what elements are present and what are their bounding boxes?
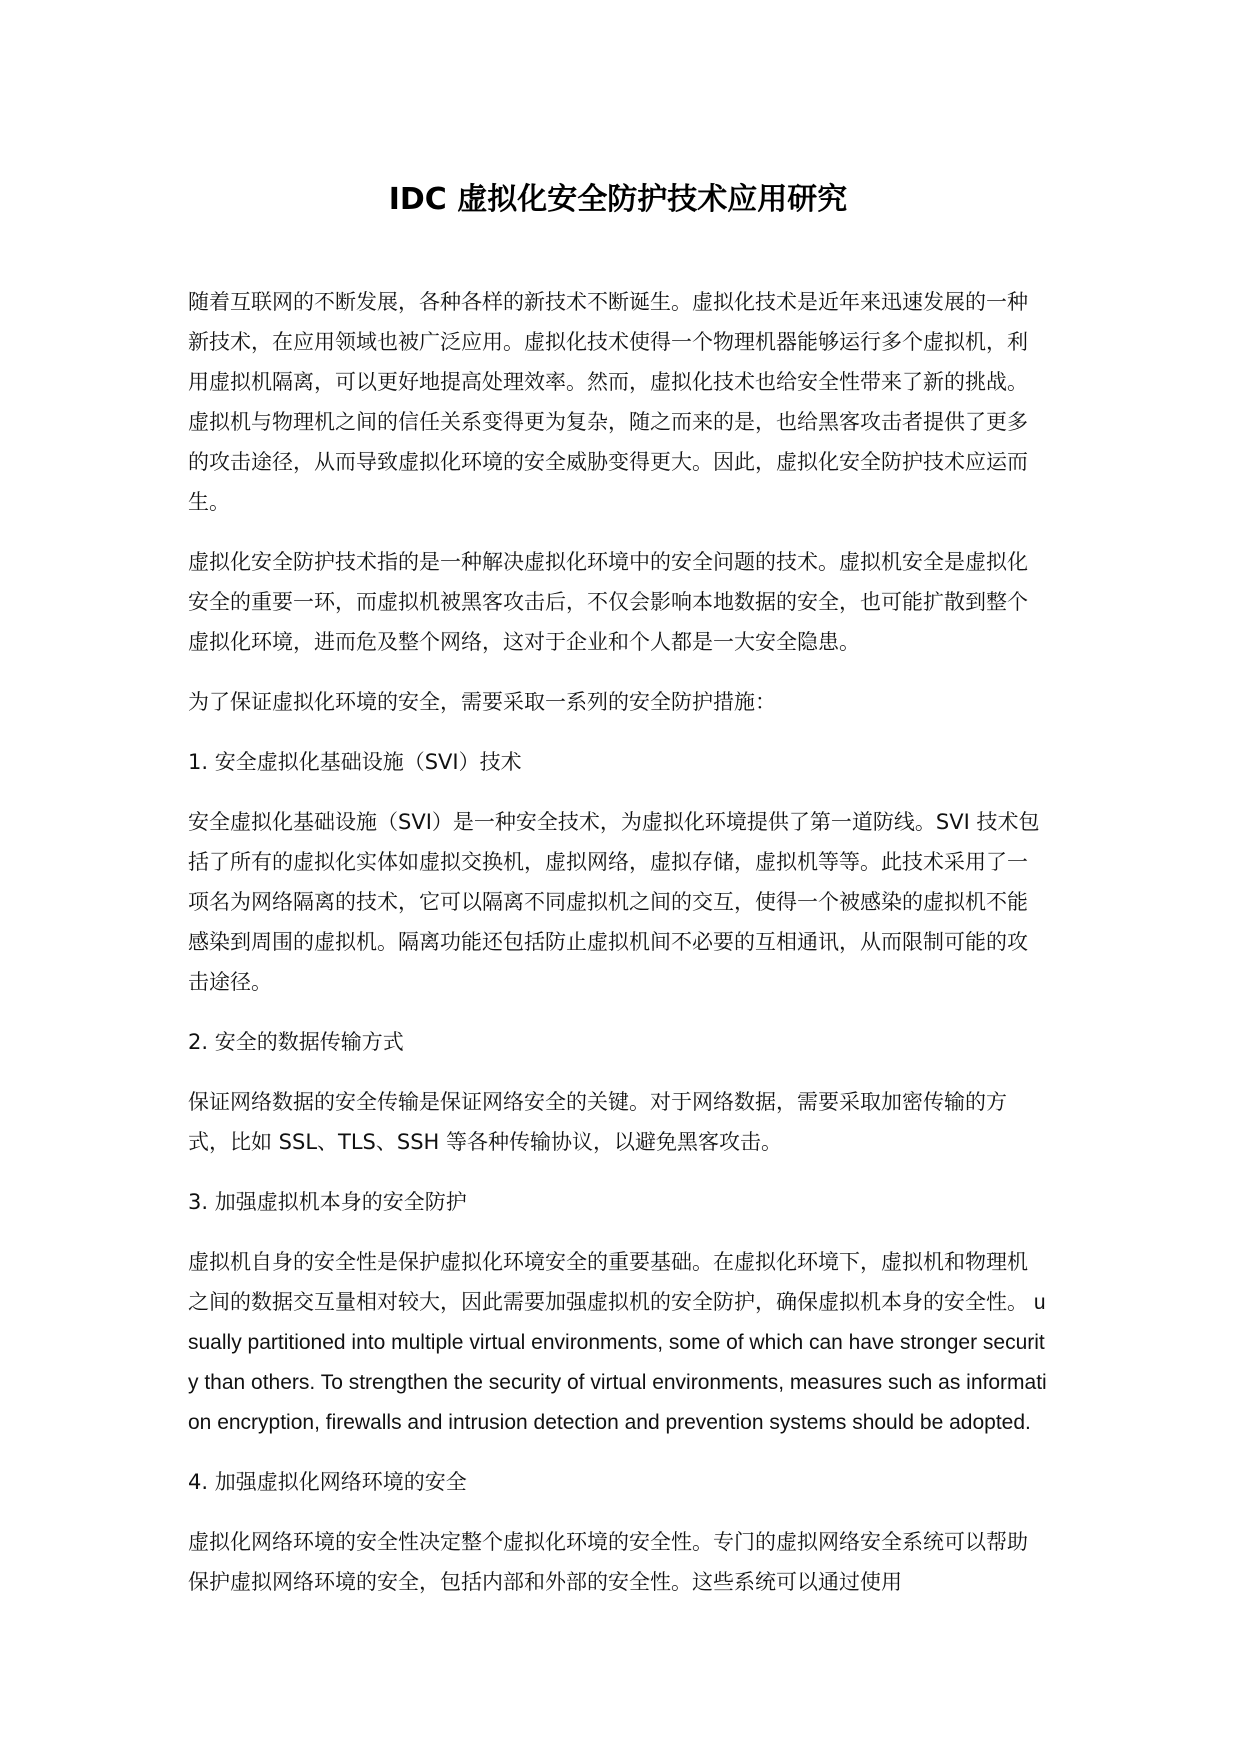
paragraph-definition: 虚拟化安全防护技术指的是一种解决虚拟化环境中的安全问题的技术。虚拟机安全是虚拟化安全的重要一环，而虚拟机被黑客攻击后，不仅会影响本地数据的安全，也可能扩散到整个虚拟化环境，进而危及整个网络，这对于企业和个人都是一大安全隐患。 [188,550,1028,654]
paragraph-vm-protection-english: usually partitioned into multiple virtual environments, some of which can have stronger security than others. To strengthen the security of virtual environments, measures such as information encryption, firewalls and intrusion detection and prevention systems should be adopted. [188,1291,1047,1434]
paragraph-vm-protection [188,1242,1048,1442]
document-content [188,178,1048,1622]
paragraph-intro: 随着互联网的不断发展，各种各样的新技术不断诞生。虚拟化技术是近年来迅速发展的一种新技术，在应用领域也被广泛应用。虚拟化技术使得一个物理机器能够运行多个虚拟机，利用虚拟机隔离，可以更好地提高处理效率。然而，虚拟化技术也给安全性带来了新的挑战。虚拟机与物理机之间的信任关系变得更为复杂，随之而来的是，也给黑客攻击者提供了更多的攻击途径，从而导致虚拟化环境的安全威胁变得更大。因此，虚拟化安全防护技术应运而生。 [188,290,1028,514]
section-heading-vm-protection: 3. 加强虚拟机本身的安全防护 [188,1190,467,1214]
section-heading-data-transfer: 2. 安全的数据传输方式 [188,1030,404,1054]
paragraph-svi: 安全虚拟化基础设施（SVI）是一种安全技术，为虚拟化环境提供了第一道防线。SVI 技术包括了所有的虚拟化实体如虚拟交换机，虚拟网络，虚拟存储，虚拟机等等。此技术采用了一项名为网络隔离的技术，它可以隔离不同虚拟机之间的交互，使得一个被感染的虚拟机不能感染到周围的虚拟机。隔离功能还包括防止虚拟机间不必要的互相通讯，从而限制可能的攻击途径。 [188,810,1040,994]
section-heading-svi: 1. 安全虚拟化基础设施（SVI）技术 [188,750,522,774]
paragraph-network-security: 虚拟化网络环境的安全性决定整个虚拟化环境的安全性。专门的虚拟网络安全系统可以帮助保护虚拟网络环境的安全，包括内部和外部的安全性。这些系统可以通过使用 [188,1530,1028,1594]
paragraph-measures-intro: 为了保证虚拟化环境的安全，需要采取一系列的安全防护措施： [188,690,776,714]
paragraph-data-transfer: 保证网络数据的安全传输是保证网络安全的关键。对于网络数据，需要采取加密传输的方式，比如 SSL、TLS、SSH 等各种传输协议，以避免黑客攻击。 [188,1090,1007,1154]
document-title: IDC 虚拟化安全防护技术应用研究 [388,182,848,217]
paragraph-vm-protection-chinese: 虚拟机自身的安全性是保护虚拟化环境安全的重要基础。在虚拟化环境下，虚拟机和物理机之间的数据交互量相对较大，因此需要加强虚拟机的安全防护，确保虚拟机本身的安全性。 [188,1250,1028,1314]
section-heading-network-security: 4. 加强虚拟化网络环境的安全 [188,1470,467,1494]
